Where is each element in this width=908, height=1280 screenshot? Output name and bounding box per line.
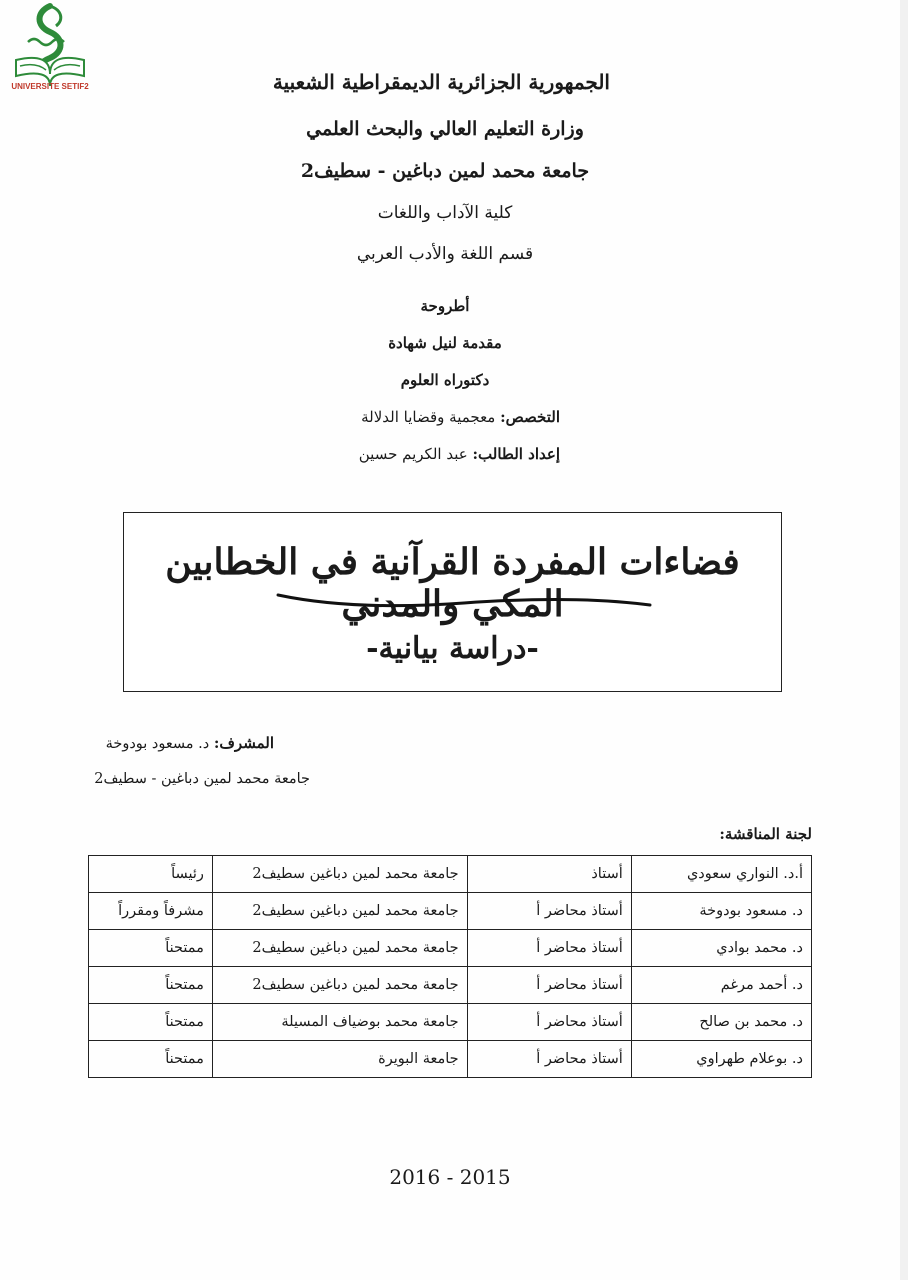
thesis-purpose: مقدمة لنيل شهادة bbox=[388, 334, 502, 352]
member-name: د. بوعلام طهراوي bbox=[631, 1041, 811, 1078]
title-calligraphy-swash bbox=[274, 591, 654, 611]
member-rank: أستاذ bbox=[467, 856, 631, 893]
specialty-label: التخصص: bbox=[500, 408, 560, 426]
department-heading: قسم اللغة والأدب العربي bbox=[356, 244, 534, 264]
university-heading: جامعة محمد لمين دباغين - سطيف2 bbox=[300, 160, 590, 182]
student-value: عبد الكريم حسين bbox=[358, 445, 468, 463]
member-role: مشرفاً ومقرراً bbox=[89, 893, 213, 930]
table-row bbox=[89, 856, 812, 893]
member-university: جامعة محمد لمين دباغين سطيف2 bbox=[212, 856, 467, 893]
student-label: إعداد الطالب: bbox=[472, 445, 560, 463]
member-rank: أستاذ محاضر أ bbox=[467, 1004, 631, 1041]
table-row bbox=[89, 1004, 812, 1041]
member-name: د. مسعود بودوخة bbox=[631, 893, 811, 930]
faculty-heading: كلية الآداب واللغات bbox=[377, 203, 513, 223]
committee-label: لجنة المناقشة: bbox=[719, 825, 812, 843]
member-university: جامعة محمد لمين دباغين سطيف2 bbox=[212, 967, 467, 1004]
student-line bbox=[320, 445, 560, 463]
member-name: د. أحمد مرغم bbox=[631, 967, 811, 1004]
member-university: جامعة البويرة bbox=[212, 1041, 467, 1078]
university-logo-emblem bbox=[6, 2, 94, 94]
supervisor-name: د. مسعود بودوخة bbox=[105, 736, 210, 752]
member-name: د. محمد بوادي bbox=[631, 930, 811, 967]
ministry-heading: وزارة التعليم العالي والبحث العلمي bbox=[306, 118, 584, 140]
table-row bbox=[89, 930, 812, 967]
member-role: ممتحناً bbox=[89, 967, 213, 1004]
university-logo bbox=[6, 2, 94, 94]
supervisor-line bbox=[88, 734, 274, 752]
thesis-degree: دكتوراه العلوم bbox=[400, 371, 490, 389]
member-name: د. محمد بن صالح bbox=[631, 1004, 811, 1041]
member-university: جامعة محمد لمين دباغين سطيف2 bbox=[212, 930, 467, 967]
member-role: رئيساً bbox=[89, 856, 213, 893]
member-name: أ.د. النواري سعودي bbox=[631, 856, 811, 893]
table-row bbox=[89, 967, 812, 1004]
member-rank: أستاذ محاضر أ bbox=[467, 1041, 631, 1078]
supervisor-label: المشرف: bbox=[213, 734, 274, 752]
member-rank: أستاذ محاضر أ bbox=[467, 967, 631, 1004]
thesis-subtitle: -دراسة بيانية- bbox=[366, 631, 539, 666]
member-role: ممتحناً bbox=[89, 1004, 213, 1041]
member-university: جامعة محمد بوضياف المسيلة bbox=[212, 1004, 467, 1041]
thesis-type: أطروحة bbox=[420, 297, 470, 315]
member-role: ممتحناً bbox=[89, 1041, 213, 1078]
specialty-value: معجمية وقضايا الدلالة bbox=[361, 408, 496, 426]
committee-table bbox=[88, 855, 812, 1078]
academic-year: 2016 - 2015 bbox=[389, 1165, 511, 1189]
member-role: ممتحناً bbox=[89, 930, 213, 967]
member-rank: أستاذ محاضر أ bbox=[467, 893, 631, 930]
specialty-line bbox=[320, 408, 560, 426]
republic-heading: الجمهورية الجزائرية الديمقراطية الشعبية bbox=[272, 70, 610, 94]
table-row bbox=[89, 893, 812, 930]
logo-caption: UNIVERSITE SETIF2 bbox=[11, 82, 89, 91]
supervisor-university: جامعة محمد لمين دباغين - سطيف2 bbox=[94, 771, 310, 787]
member-university: جامعة محمد لمين دباغين سطيف2 bbox=[212, 893, 467, 930]
thesis-title: فضاءات المفردة القرآنية في الخطابين المكي والمدني bbox=[165, 541, 740, 625]
table-row bbox=[89, 1041, 812, 1078]
member-rank: أستاذ محاضر أ bbox=[467, 930, 631, 967]
thesis-title-box bbox=[123, 512, 782, 692]
